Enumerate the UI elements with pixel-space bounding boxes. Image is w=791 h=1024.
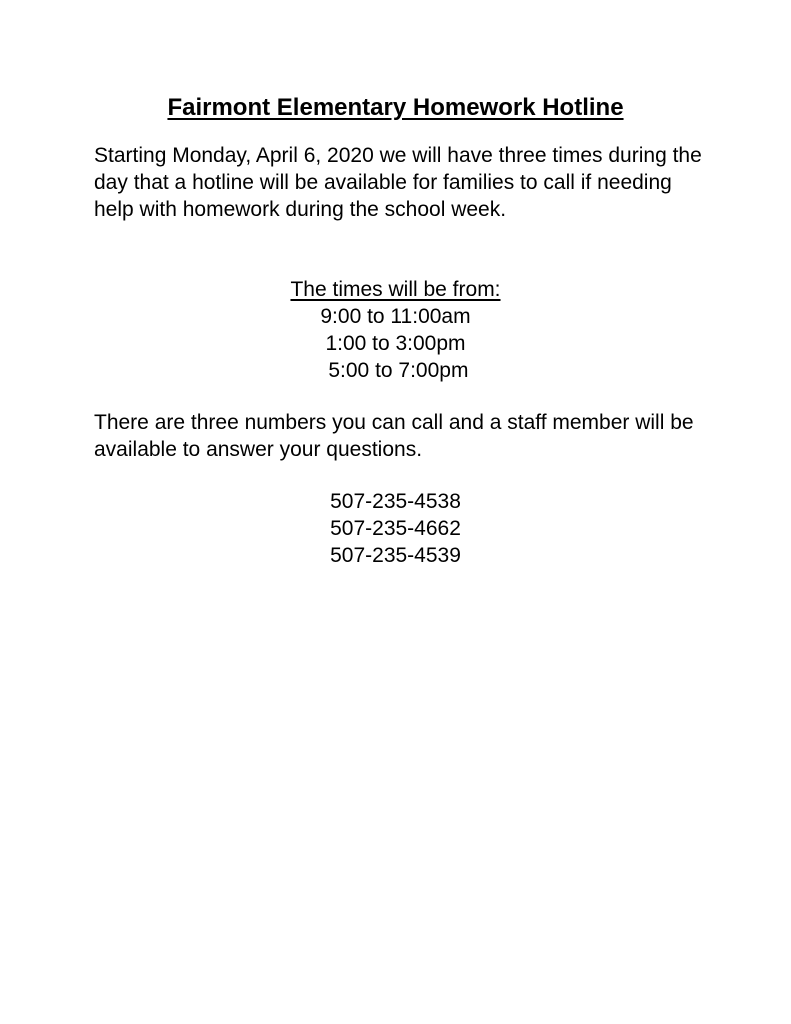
time-slot: 9:00 to 11:00am	[320, 305, 471, 328]
phone-number: 507-235-4538	[330, 490, 461, 513]
phone-number: 507-235-4539	[330, 544, 461, 567]
time-slot: 1:00 to 3:00pm	[325, 332, 466, 355]
document-title: Fairmont Elementary Homework Hotline	[167, 94, 624, 121]
time-slot: 5:00 to 7:00pm	[322, 359, 469, 382]
numbers-paragraph: There are three numbers you can call and a staff member will be available to answer your questions.	[94, 411, 694, 461]
phone-number-list	[0, 488, 791, 569]
intro-paragraph: Starting Monday, April 6, 2020 we will have three times during the day that a hotline will be available for families to call if needing help with homework during the school week.	[94, 144, 702, 221]
phone-number: 507-235-4662	[330, 517, 461, 540]
hotline-times	[0, 276, 791, 384]
times-heading: The times will be from:	[290, 278, 501, 301]
